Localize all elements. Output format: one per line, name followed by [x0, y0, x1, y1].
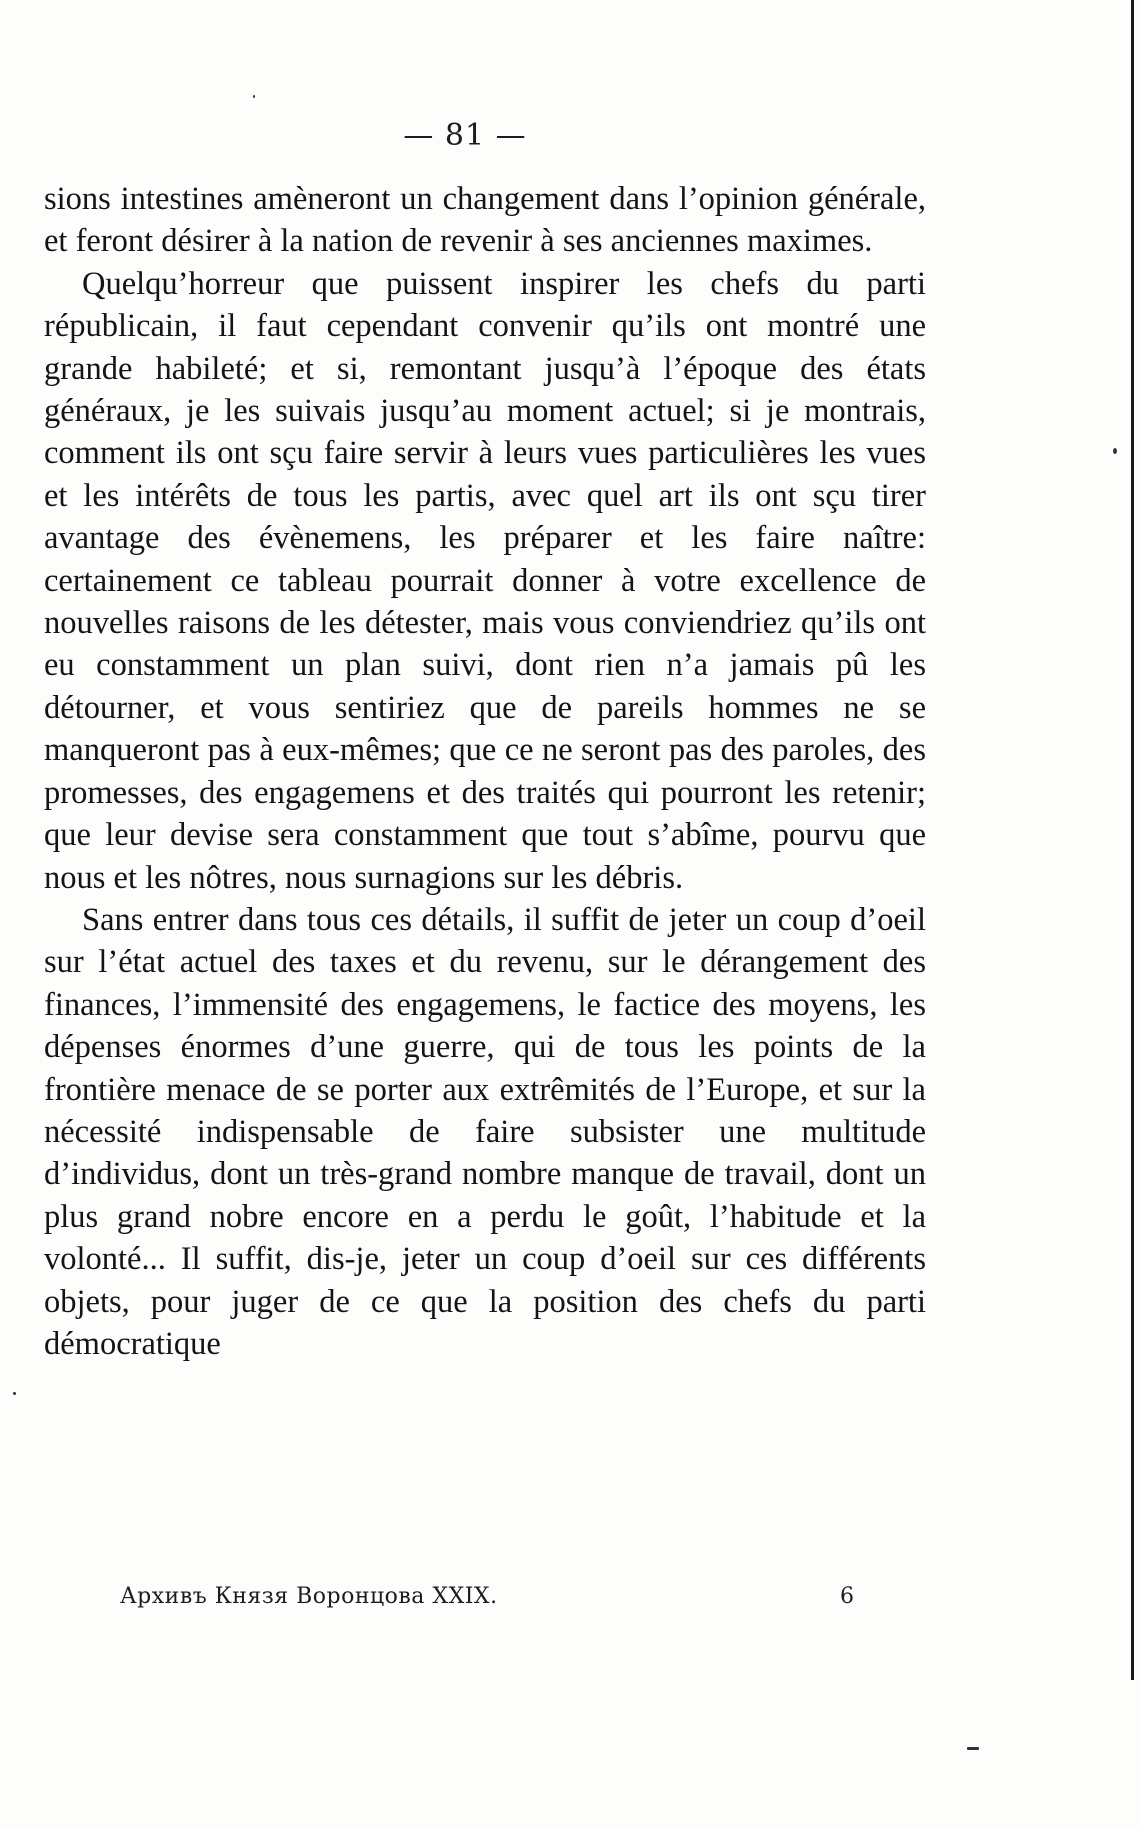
- page-edge-border: [1131, 0, 1134, 1680]
- print-speck: [13, 1392, 16, 1395]
- print-speck: [253, 95, 255, 98]
- paragraph: Quelqu’horreur que puissent inspirer les chefs du parti républicain, il faut cependant convenir qu’ils ont montré une grande habileté; et si, remontant jusqu’à l’époque des états généraux, je les suivais jusqu’au moment actuel; si je montrais, comment ils ont sçu faire servir à leurs vues particulières les vues et les intérêts de tous les partis, avec quel art ils ont sçu tirer avantage des évènemens, les préparer et les faire naître: certainement ce tableau pourrait donner à votre excellence de nouvelles raisons de les détester, mais vous conviendriez qu’ils ont eu constamment un plan suivi, dont rien n’a jamais pû les détourner, et vous sentiriez que de pareils hommes ne se manqueront pas à eux-mêmes; que ce ne seront pas des paroles, des promesses, des engagemens et des traités qui pourront les retenir; que leur devise sera constamment que tout s’abîme, pourvu que nous et les nôtres, nous surnagions sur les débris.: [44, 265, 926, 896]
- paragraph-continuation: sions intestines amèneront un changement dans l’opinion générale, et feront désirer à la nation de revenir à ses anciennes maximes.: [44, 181, 926, 260]
- print-speck: [967, 1747, 979, 1750]
- page-number: — 81 —: [403, 118, 527, 153]
- body-text: [44, 178, 926, 1365]
- paragraph: Sans entrer dans tous ces détails, il suffit de jeter un coup d’oeil sur l’état actuel des taxes et du revenu, sur le dérangement des finances, l’immensité des engagemens, le factice des moyens, les dépenses énormes d’une guerre, qui de tous les points de la frontière menace de se porter aux extrêmités de l’Europe, et sur la nécessité indispensable de faire subsister une multitude d’individus, dont un très-grand nombre manque de travail, dont un plus grand nobre encore en a perdu le goût, l’habitude et la volonté... Il suffit, dis-je, jeter un coup d’oeil sur ces différents objets, pour juger de ce que la position des chefs du parti démocratique: [44, 901, 926, 1362]
- footer-signature: Архивъ Князя Воронцова XXIX.: [120, 1584, 498, 1609]
- print-speck: [1113, 448, 1117, 454]
- footer-signature-mark: 6: [840, 1584, 854, 1609]
